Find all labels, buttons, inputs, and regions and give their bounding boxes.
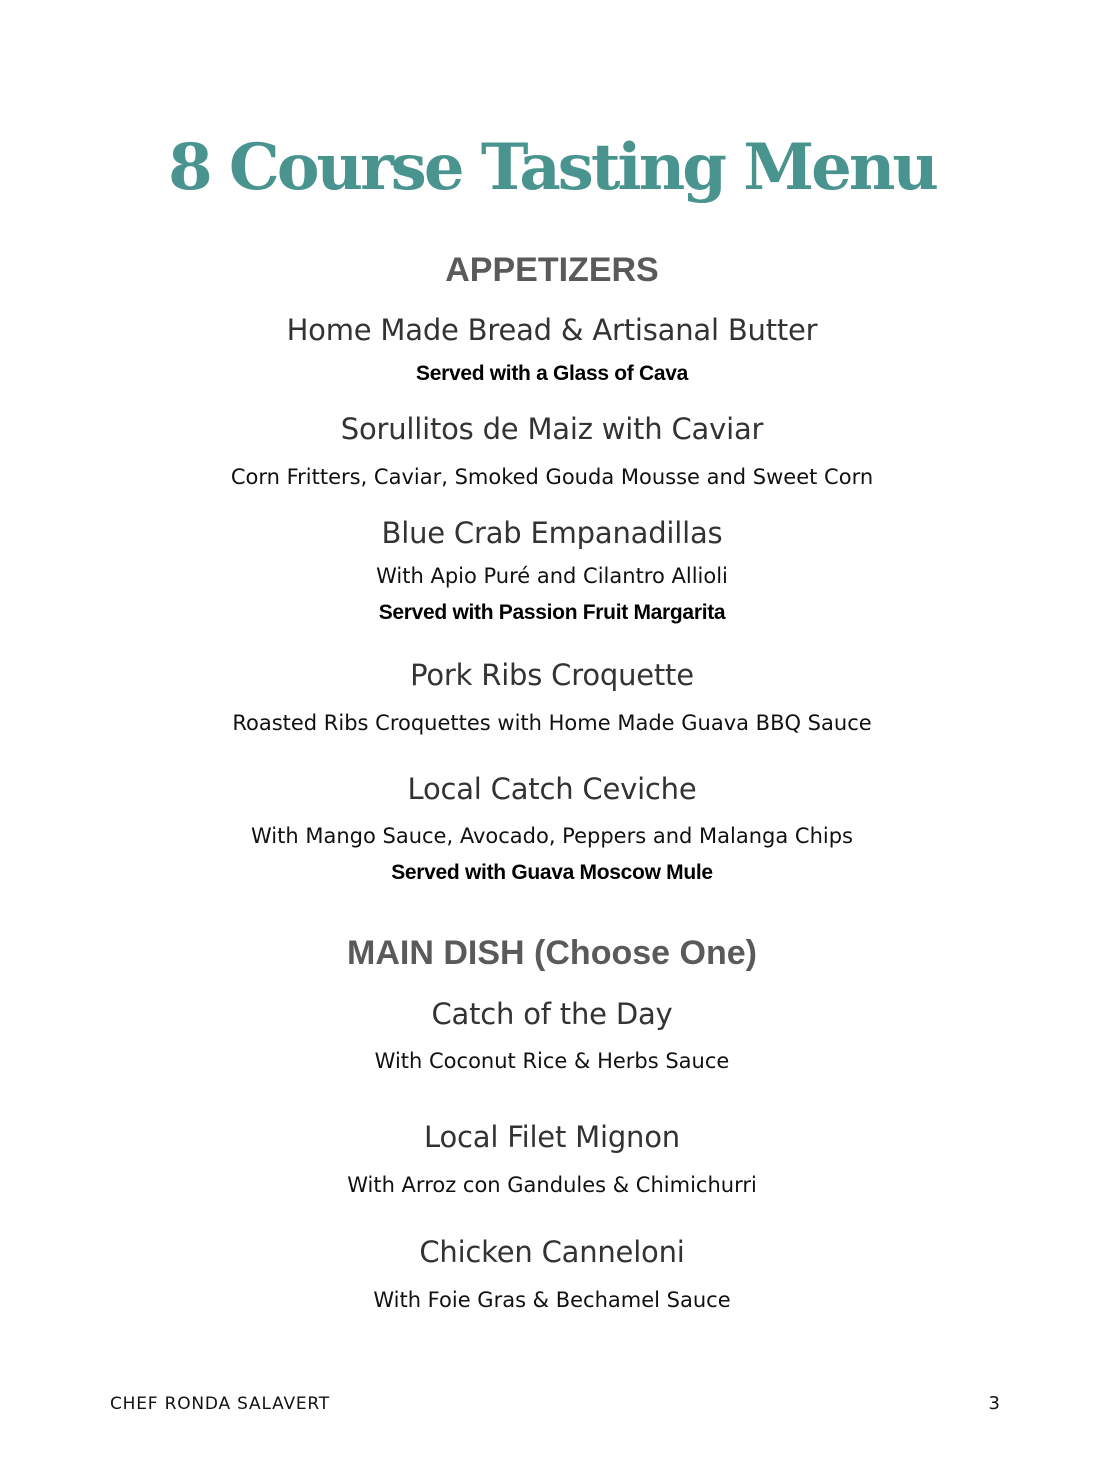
dish-name: Sorullitos de Maiz with Caviar: [340, 412, 764, 446]
dish-name: Chicken Canneloni: [419, 1235, 685, 1269]
dish-pairing: Served with Passion Fruit Margarita: [378, 601, 726, 624]
dish-name: Home Made Bread & Artisanal Butter: [286, 313, 818, 347]
page-number: 3: [988, 1393, 1000, 1414]
footer-chef-name: CHEF RONDA SALAVERT: [110, 1394, 330, 1414]
dish-name: Blue Crab Empanadillas: [381, 516, 723, 550]
dish-name: Local Catch Ceviche: [407, 772, 697, 806]
menu-title: 8 Course Tasting Menu: [168, 130, 936, 205]
section-heading-appetizers: APPETIZERS: [445, 251, 659, 289]
dish-description: With Coconut Rice & Herbs Sauce: [374, 1049, 730, 1073]
dish-description: With Mango Sauce, Avocado, Peppers and Malanga Chips: [251, 824, 853, 848]
dish-name: Catch of the Day: [431, 997, 673, 1031]
dish-name: Pork Ribs Croquette: [410, 658, 694, 692]
dish-pairing: Served with Guava Moscow Mule: [391, 861, 713, 884]
dish-description: With Foie Gras & Bechamel Sauce: [373, 1288, 731, 1312]
dish-description: With Arroz con Gandules & Chimichurri: [347, 1173, 757, 1197]
dish-description: Roasted Ribs Croquettes with Home Made Guava BBQ Sauce: [232, 711, 872, 735]
dish-pairing: Served with a Glass of Cava: [415, 362, 689, 385]
dish-description: Corn Fritters, Caviar, Smoked Gouda Mousse and Sweet Corn: [230, 465, 874, 489]
dish-description: With Apio Puré and Cilantro Allioli: [376, 564, 728, 588]
section-heading-main-dish: MAIN DISH (Choose One): [347, 934, 757, 972]
dish-name: Local Filet Mignon: [424, 1120, 680, 1154]
